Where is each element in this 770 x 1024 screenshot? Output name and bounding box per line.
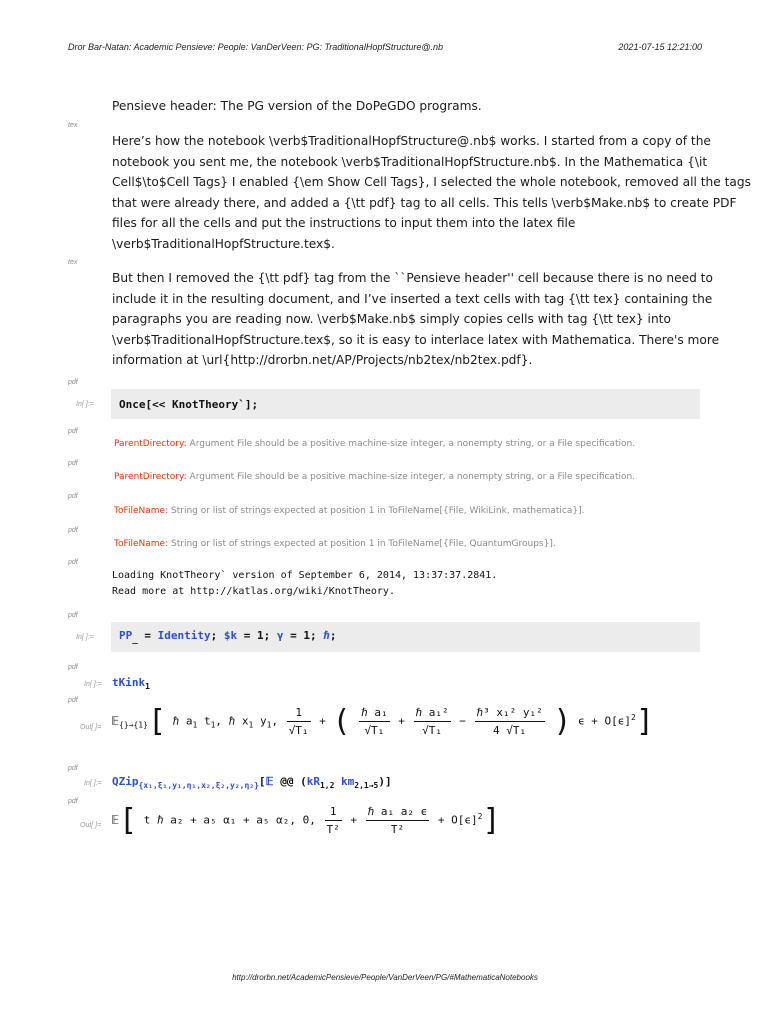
message-parentdirectory-2 xyxy=(114,472,635,482)
math-term: + O[ϵ] xyxy=(591,714,632,728)
in-label: In[ ]:= xyxy=(84,681,102,688)
text-line: \verb$TraditionalHopfStructure.tex$, so it is easy to interlace latex with Mathematica. There's more xyxy=(112,332,720,347)
fraction: $\frac{\text{ℏ a₁²}}{\text{√T₁}}$ xyxy=(415,706,449,737)
operator: = xyxy=(137,629,158,642)
text-line: notebook you sent me, the notebook \verb$TraditionalHopfStructure.nb$. In the Mathematica {\it xyxy=(112,154,708,169)
math-term: + O[ϵ] xyxy=(437,813,478,827)
input-code-tkink[interactable] xyxy=(112,676,150,691)
message-text: String or list of strings expected at position 1 in ToFileName[{File, QuantumGroups}]. xyxy=(171,539,556,549)
paren-close: ) xyxy=(553,704,572,739)
symbol-kr: kR xyxy=(306,775,320,788)
symbol-km-sub: 2,1→5 xyxy=(354,781,379,791)
message-text: String or list of strings expected at position 1 in ToFileName[{File, WikiLink, mathematica}]. xyxy=(171,506,585,516)
fraction: $\frac{1}{\text{T²}}$ xyxy=(326,805,340,836)
math-op: + xyxy=(398,714,405,728)
symbol-e-sub: {}→{1} xyxy=(119,720,148,730)
text-line: But then I removed the {\tt pdf} tag from the ``Pensieve header'' cell because there is no need to xyxy=(112,271,713,285)
math-sub: 1 xyxy=(248,720,254,730)
cell-tag-pdf: pdf xyxy=(68,697,78,704)
cell-tag-pdf: pdf xyxy=(68,559,78,566)
output-qzip xyxy=(111,803,501,838)
fraction: $\frac{\text{ℏ³ x₁² y₁²}}{\text{4 √T₁}}$ xyxy=(476,706,543,737)
math-term: , xyxy=(215,714,229,728)
fraction: $\frac{\text{ℏ a₁}}{\text{√T₁}}$ xyxy=(361,706,388,737)
cell-tag-pdf: pdf xyxy=(68,612,78,619)
text-line: files for all the cells and put the instructions to input them into the latex file xyxy=(112,216,576,231)
operator: [ xyxy=(258,775,266,788)
symbol-km: km xyxy=(334,775,355,788)
math-sub: 1 xyxy=(266,720,272,730)
operator: = 1; xyxy=(283,629,324,642)
out-label: Out[ ]= xyxy=(80,822,102,829)
math-term: ϵ xyxy=(578,714,585,728)
in-label: In[ ]:= xyxy=(76,401,94,408)
symbol-e: 𝔼 xyxy=(111,813,120,827)
bracket-open: [ xyxy=(119,803,138,838)
operator: )] xyxy=(378,775,392,788)
operator: ; xyxy=(210,629,224,642)
fraction: $\frac{\text{ℏ a₁ a₂ ϵ}}{\text{T²}}$ xyxy=(367,805,428,836)
symbol-e: 𝔼 xyxy=(265,775,274,788)
bracket-close: ] xyxy=(482,803,501,838)
cell-tag-pdf: pdf xyxy=(68,379,78,386)
loading-print-cell xyxy=(112,568,497,600)
text-line: Here’s how the notebook \verb$TraditionalHopfStructure@.nb$ works. I started from a copy of the xyxy=(112,134,711,148)
message-parentdirectory-1 xyxy=(114,439,635,449)
fraction: $\frac{1}{\text{√T₁}}$ xyxy=(288,706,309,737)
operator: = 1; xyxy=(237,629,277,642)
header-timestamp: 2021-07-15 12:21:00 xyxy=(618,42,702,52)
cell-tag-pdf: pdf xyxy=(68,428,78,435)
print-line: Read more at http://katlas.org/wiki/KnotTheory. xyxy=(112,586,395,597)
symbol-pp-sub: _ xyxy=(132,634,138,646)
cell-tag-tex: tex xyxy=(68,122,78,129)
in-label: In[ ]:= xyxy=(76,634,94,641)
math-term: t ℏ a₂ + a₅ α₁ + a₅ α₂, 0, xyxy=(143,813,316,827)
cell-tag-pdf: pdf xyxy=(68,460,78,467)
message-name: ParentDirectory: xyxy=(114,472,187,482)
cell-tag-pdf: pdf xyxy=(68,493,78,500)
cell-tag-pdf: pdf xyxy=(68,798,78,805)
message-name: ParentDirectory: xyxy=(114,439,187,449)
math-sup: 2 xyxy=(477,811,483,821)
message-text: Argument File should be a positive machine-size integer, a nonempty string, or a File specification. xyxy=(189,439,636,449)
header-path: Dror Bar-Natan: Academic Pensieve: People: VanDerVeen: PG: TraditionalHopfStructure@.nb xyxy=(68,42,443,52)
text-line: include it in the resulting document, and I’ve inserted a text cells with tag {\tt tex} containing the xyxy=(112,291,713,306)
footer-url[interactable]: http://drorbn.net/AcademicPensieve/People/VanDerVeen/PG/#MathematicaNotebooks xyxy=(232,973,538,982)
bracket-close: ] xyxy=(635,704,654,739)
symbol-kr-sub: 1,2 xyxy=(319,781,335,791)
symbol-k: $k xyxy=(223,629,238,642)
math-sub: 1 xyxy=(192,720,198,730)
math-op: + xyxy=(319,714,326,728)
math-sup: 2 xyxy=(631,712,636,722)
symbol-identity: Identity xyxy=(157,629,211,642)
math-op: + xyxy=(350,813,358,827)
input-code-identity[interactable] xyxy=(119,629,337,645)
math-term: y xyxy=(253,714,267,728)
print-line: Loading KnotTheory` version of September 6, 2014, 13:37:37.2841. xyxy=(112,570,498,581)
text-line: paragraphs you are reading now. \verb$Make.nb$ simply copies cells with tag {\tt tex} into xyxy=(112,312,671,327)
math-term: ℏ x xyxy=(228,714,249,728)
in-label: In[ ]:= xyxy=(84,780,102,787)
message-name: ToFileName: xyxy=(114,539,169,549)
operator: ; xyxy=(329,629,337,642)
symbol-qzip-sub: {x₁,ξ₁,y₁,η₁,x₂,ξ₂,y₂,η₂} xyxy=(138,781,259,791)
text-line: information at \url{http://drorbn.net/AP/Projects/nb2tex/nb2tex.pdf}. xyxy=(112,353,533,368)
input-code-once[interactable]: Once[<< KnotTheory`]; xyxy=(119,398,259,411)
cell-tag-tex: tex xyxy=(68,259,78,266)
text-line: Cell$\to$Cell Tags} I enabled {\em Show Cell Tags}, I selected the whole notebook, removed all the tags xyxy=(112,175,751,190)
cell-tag-pdf: pdf xyxy=(68,664,78,671)
math-term: ℏ a xyxy=(172,714,193,728)
math-term: , xyxy=(271,714,279,728)
text-cell-paragraph-1 xyxy=(112,131,751,255)
operator: @@ ( xyxy=(273,775,307,788)
message-text: Argument File should be a positive machine-size integer, a nonempty string, or a File specification. xyxy=(189,472,636,482)
text-line: \verb$TraditionalHopfStructure.tex$. xyxy=(112,236,335,251)
text-cell-paragraph-2 xyxy=(112,268,720,371)
symbol-e: 𝔼 xyxy=(111,714,120,728)
symbol-pp: PP xyxy=(119,629,133,642)
out-label: Out[ ]= xyxy=(80,724,102,731)
symbol-qzip: QZip xyxy=(112,775,139,788)
math-term: t xyxy=(197,714,211,728)
text-line: that were already there, and added a {\tt pdf} tag to all cells. This tells \verb$Make.nb$ to create PDF xyxy=(112,195,737,210)
cell-tag-pdf: pdf xyxy=(68,527,78,534)
message-name: ToFileName: xyxy=(114,506,169,516)
symbol-tkink-sub: 1 xyxy=(145,682,150,692)
message-tofilename-2 xyxy=(114,539,556,549)
math-sub: 1 xyxy=(210,720,216,730)
symbol-gamma: γ xyxy=(276,629,284,642)
bracket-open: [ xyxy=(147,704,166,739)
math-op: − xyxy=(459,714,466,728)
paren-open: ( xyxy=(332,704,351,739)
symbol-hbar: ℏ xyxy=(323,629,330,642)
output-tkink xyxy=(111,704,654,739)
cell-tag-pdf: pdf xyxy=(68,765,78,772)
pensieve-header-cell: Pensieve header: The PG version of the DoPeGDO programs. xyxy=(112,99,482,113)
symbol-tkink: tKink xyxy=(112,676,146,689)
input-code-qzip[interactable] xyxy=(112,775,392,790)
message-tofilename-1 xyxy=(114,506,585,516)
